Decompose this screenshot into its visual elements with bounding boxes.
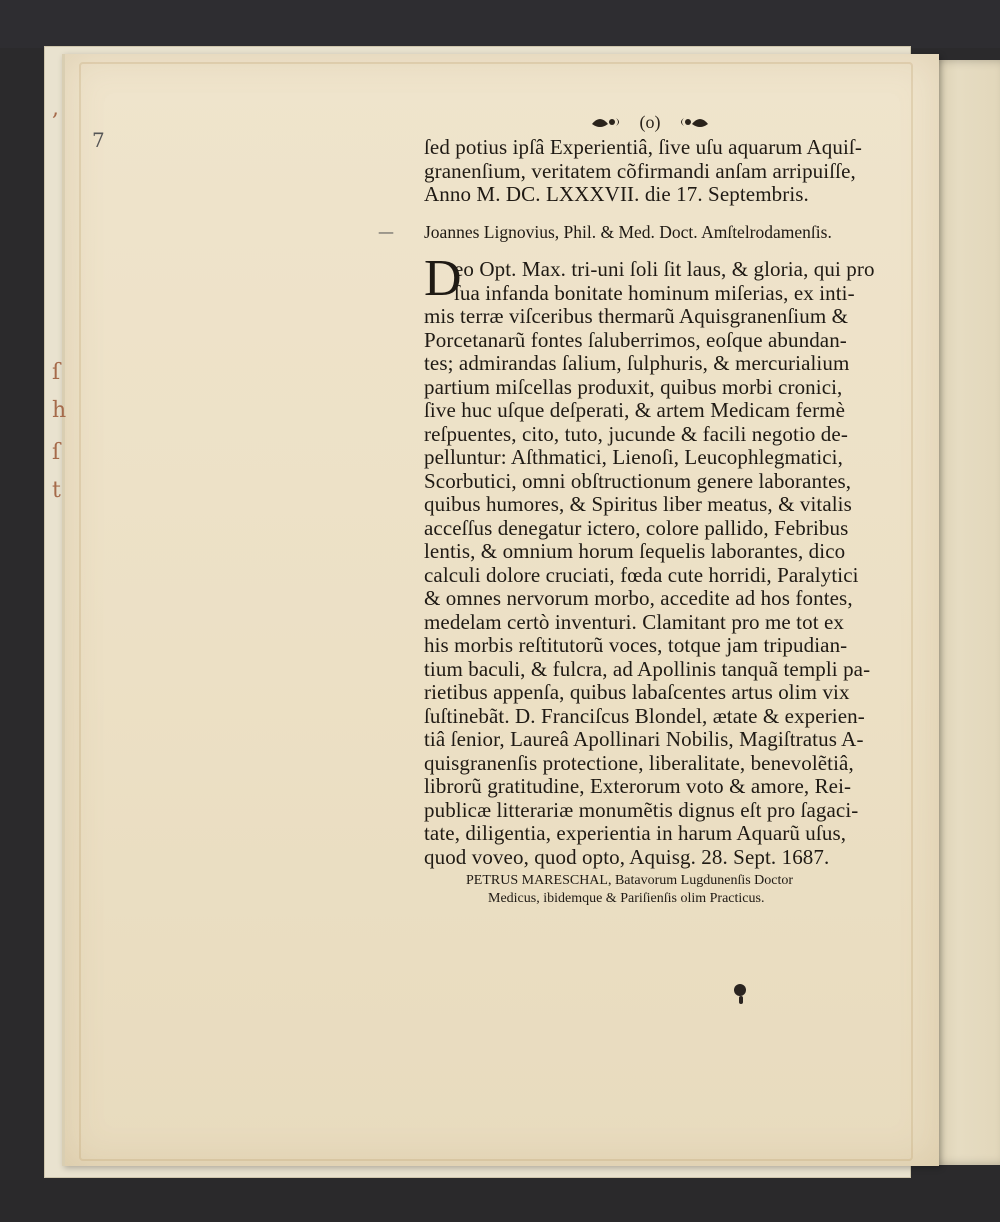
body-line: his morbis reſtitutorũ voces, totque jam tripudian- <box>424 633 848 657</box>
facing-page-edge <box>930 60 1000 1165</box>
body-line: ſuſtinebãt. D. Franciſcus Blondel, ætate & experien- <box>424 703 865 728</box>
intro-paragraph <box>424 136 862 207</box>
body-line: lentis, & omnium horum ſequelis laborantes, dico <box>424 539 846 563</box>
body-line: quibus humores, & Spiritus liber meatus, & vitalis <box>424 492 852 516</box>
margin-mark: ſ <box>52 360 61 385</box>
signature-line: PETRUS MARESCHAL, Batavorum Lugdunenſis Doctor <box>466 873 794 888</box>
intro-line: granenſium, veritatem cõfirmandi anſam arripuiſſe, <box>424 158 856 183</box>
body-line: tate, diligentia, experientia in harum Aquarũ uſus, <box>424 821 847 845</box>
body-line: quod voveo, quod opto, Aquisg. 28. Sept. 1687. <box>424 844 830 869</box>
margin-mark: ſ <box>52 440 61 465</box>
ornament-header <box>590 108 710 136</box>
body-line: medelam certò inventuri. Clamitant pro me tot ex <box>424 609 845 634</box>
margin-mark: t <box>52 478 61 503</box>
page-number: (o) <box>639 112 661 132</box>
drop-cap: D <box>424 250 462 307</box>
ink-blot <box>734 984 746 996</box>
body-line: librorũ gratitudine, Exterorum voto & amore, Rei- <box>424 774 852 798</box>
signature-line: Medicus, ibidemque & Pariſienſis olim Practicus. <box>488 891 765 906</box>
signature-lignovius: Joannes Lignovius, Phil. & Med. Doct. Amſtelrodamenſis. <box>424 222 832 242</box>
body-line: tiâ ſenior, Laureâ Apollinari Nobilis, Magiſtratus A- <box>424 727 864 751</box>
ink-blot <box>739 996 743 1004</box>
body-line: calculi dolore cruciati, fœda cute horridi, Paralytici <box>424 562 859 587</box>
scan-backdrop-bottom <box>0 1180 1000 1222</box>
scan-backdrop-top <box>0 0 1000 48</box>
body-line: reſpuentes, cito, tuto, jucunde & facili negotio de- <box>424 421 848 446</box>
body-line: quisgranenſis protectione, liberalitate, benevolẽtiâ, <box>424 750 854 775</box>
body-line: acceſſus denegatur ictero, colore pallido, Febribus <box>424 515 849 540</box>
intro-line: Anno M. DC. LXXXVII. die 17. Septembris. <box>424 182 809 206</box>
body-line: tes; admirandas ſalium, ſulphuris, & mercurialium <box>424 351 850 375</box>
margin-dash: — <box>378 222 394 241</box>
margin-number: 7 <box>92 128 105 152</box>
body-line: ſive huc uſque deſperati, & artem Medicam fermè <box>424 398 846 422</box>
margin-mark: h <box>52 398 67 423</box>
body-line: partium miſcellas produxit, quibus morbi cronici, <box>424 374 843 399</box>
body-line: Porcetanarũ fontes ſaluberrimos, eoſque abundan- <box>424 327 847 352</box>
body-line: mis terræ viſceribus thermarũ Aquisgranenſium & <box>424 304 849 328</box>
body-line: & omnes nervorum morbo, accedite ad hos fontes, <box>424 586 853 610</box>
body-line: rietibus appenſa, quibus labaſcentes artus olim vix <box>424 680 850 704</box>
ornament-icon <box>590 108 710 136</box>
body-line: tium baculi, & fulcra, ad Apollinis tanquã templi pa- <box>424 656 871 681</box>
signature-mareschal <box>466 872 793 908</box>
intro-line: ſed potius ipſâ Experientiâ, ſive uſu aquarum Aquiſ- <box>424 135 862 159</box>
margin-mark: , <box>52 96 59 121</box>
body-paragraph <box>424 250 875 869</box>
body-line: Scorbutici, omni obſtructionum genere laborantes, <box>424 468 852 493</box>
body-line: ſua infanda bonitate hominum miſerias, ex inti- <box>454 280 855 305</box>
body-line: publicæ litterariæ monumẽtis dignus eſt pro ſagaci- <box>424 797 859 822</box>
body-line: pelluntur: Aſthmatici, Lienoſi, Leucophlegmatici, <box>424 445 843 469</box>
body-line-first: eo Opt. Max. tri-uni ſoli ſit laus, & gloria, qui pro <box>454 257 875 281</box>
